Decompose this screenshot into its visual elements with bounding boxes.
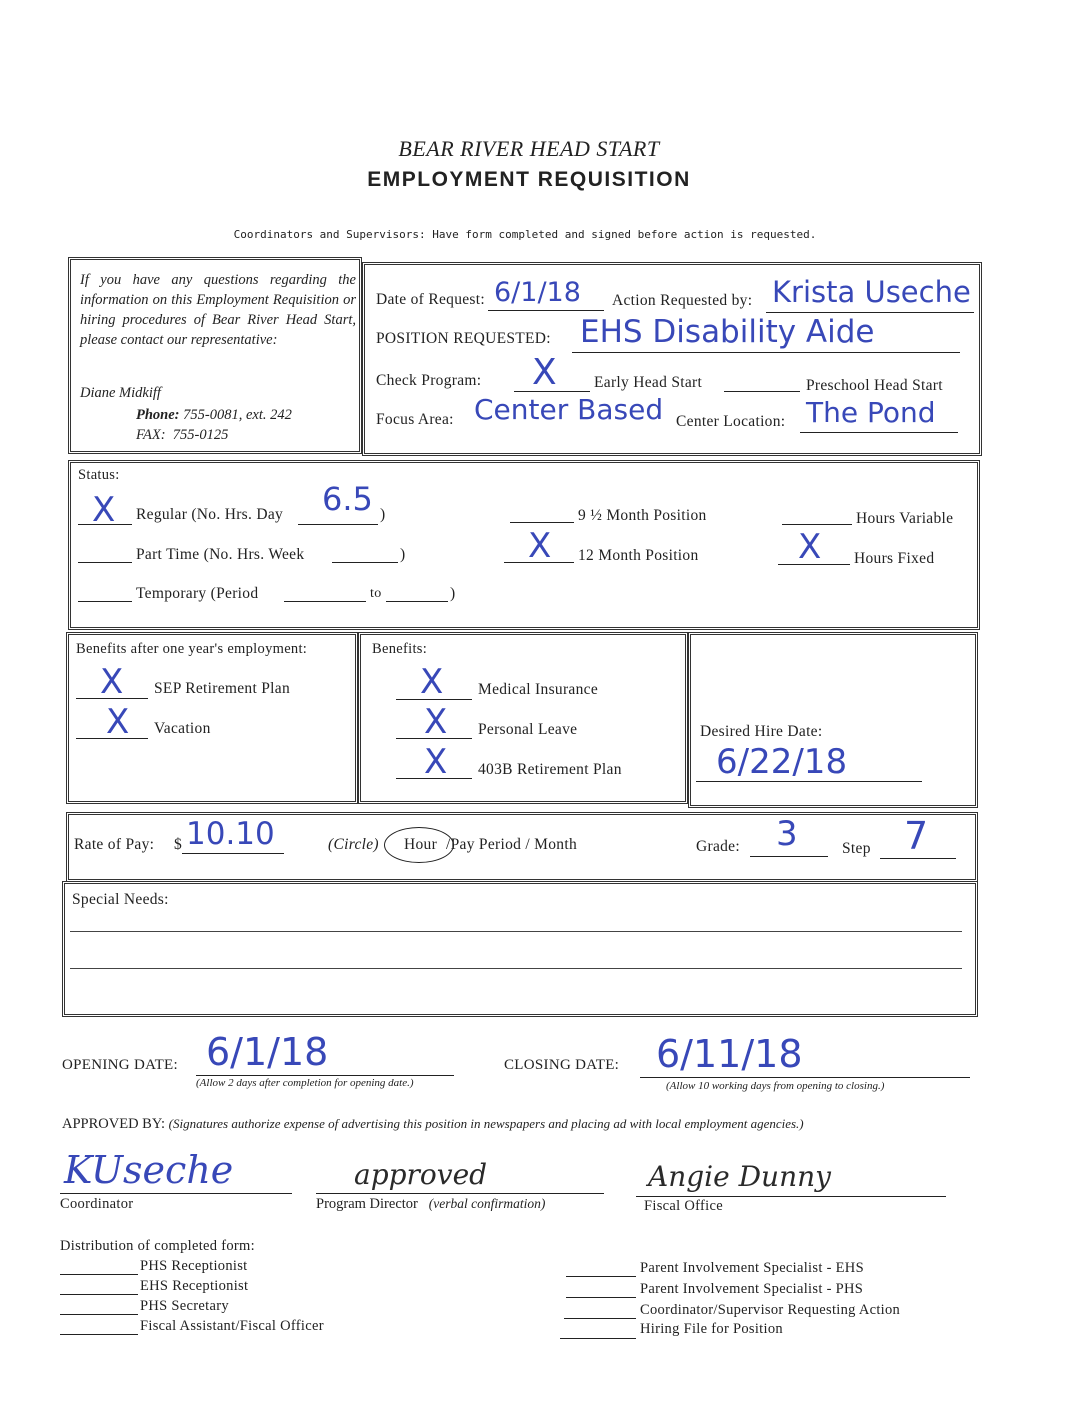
org-name: BEAR RIVER HEAD START (398, 136, 660, 161)
director-signature: approved (354, 1158, 488, 1191)
fiscal-signature: Angie Dunny (648, 1160, 831, 1193)
hours-variable-line (782, 524, 852, 525)
retirement-label: 403B Retirement Plan (478, 761, 622, 778)
hour-label: Hour (404, 836, 438, 853)
parttime-line (78, 562, 132, 563)
step-label: Step (842, 840, 871, 857)
position-requested-label: POSITION REQUESTED: (376, 330, 551, 347)
fiscal-label: Fiscal Office (644, 1198, 723, 1214)
instruction-text: Coordinators and Supervisors: Have form completed and signed before action is requested. (233, 228, 817, 241)
status-box (68, 460, 980, 630)
coordinator-line (60, 1193, 292, 1194)
grade-value: 3 (776, 814, 798, 854)
rate-value: 10.10 (186, 816, 275, 852)
parttime-label: Part Time (No. Hrs. Week (136, 546, 305, 563)
action-requested-label: Action Requested by: (612, 292, 753, 309)
check-program-label: Check Program: (376, 372, 482, 389)
twelve-month-label: 12 Month Position (578, 547, 699, 564)
temporary-close-paren: ) (450, 585, 456, 602)
parttime-hours-line (332, 562, 398, 563)
regular-label: Regular (No. Hrs. Day (136, 506, 284, 523)
opening-date-line (196, 1075, 454, 1076)
special-needs-box (62, 881, 978, 1017)
dist-right-line-2 (564, 1318, 636, 1319)
temporary-to-label: to (370, 586, 382, 601)
hire-date-value: 6/22/18 (716, 742, 848, 782)
focus-area-value: Center Based (474, 393, 664, 426)
director-label: Program Director (316, 1196, 418, 1212)
special-needs-line-2 (70, 968, 962, 969)
center-location-line (800, 432, 958, 433)
center-location-label: Center Location: (676, 413, 786, 430)
director-line (316, 1193, 604, 1194)
contact-fax (136, 427, 228, 444)
dist-left-line-2 (60, 1314, 138, 1315)
regular-mark: X (92, 490, 116, 530)
closing-date-line (640, 1077, 970, 1078)
contact-text: If you have any questions regarding the information on this Employment Requisition or hiring procedures of Bear River Head Start, please contact our representative: (80, 272, 356, 348)
dist-left-line-0 (60, 1274, 138, 1275)
dist-left-line-3 (60, 1334, 138, 1335)
nine-month-label: 9 ½ Month Position (578, 507, 707, 524)
temporary-from-line (284, 601, 366, 602)
contact-name: Diane Midkiff (80, 385, 161, 401)
parttime-close-paren: ) (400, 546, 406, 563)
personal-mark: X (424, 702, 448, 742)
action-requested-line (766, 312, 974, 313)
closing-date-value: 6/11/18 (656, 1032, 803, 1076)
sep-label: SEP Retirement Plan (154, 680, 291, 697)
date-of-request-label: Date of Request: (376, 291, 485, 308)
fax-value: 755-0125 (172, 427, 229, 443)
retirement-mark: X (424, 742, 448, 782)
form-title: EMPLOYMENT REQUISITION (367, 168, 691, 191)
medical-label: Medical Insurance (478, 681, 599, 698)
opening-date-value: 6/1/18 (206, 1030, 329, 1074)
twelve-month-mark: X (528, 526, 552, 566)
center-location-value: The Pond (806, 396, 936, 429)
regular-close-paren: ) (380, 506, 386, 523)
special-needs-line-1 (70, 931, 962, 932)
fax-label: FAX: (136, 427, 166, 443)
vacation-mark: X (106, 702, 130, 742)
temporary-label: Temporary (Period (136, 585, 259, 602)
vacation-label: Vacation (154, 720, 211, 737)
nine-month-line (510, 522, 574, 523)
regular-hours-line (298, 524, 378, 525)
preschool-head-start-label: Preschool Head Start (806, 377, 943, 394)
position-requested-line (572, 352, 960, 353)
circle-label: (Circle) (328, 836, 379, 853)
date-of-request-value: 6/1/18 (494, 277, 581, 308)
phone-value: 755-0081, ext. 242 (183, 407, 292, 423)
dist-right-line-1 (566, 1297, 636, 1298)
personal-label: Personal Leave (478, 721, 578, 738)
pay-period-label: /Pay Period / Month (446, 836, 577, 853)
dist-right-item-0: Parent Involvement Specialist - EHS (640, 1260, 864, 1276)
focus-area-label: Focus Area: (376, 411, 454, 428)
dist-right-line-0 (566, 1276, 636, 1277)
special-needs-label: Special Needs: (72, 891, 169, 908)
dist-left-line-1 (60, 1294, 138, 1295)
fiscal-line (636, 1196, 946, 1197)
hours-fixed-label: Hours Fixed (854, 550, 935, 567)
phone-label: Phone: (136, 407, 180, 423)
dist-left-item-1: EHS Receptionist (140, 1278, 249, 1294)
grade-label: Grade: (696, 838, 740, 855)
dist-right-line-3 (560, 1338, 636, 1339)
status-label: Status: (78, 467, 120, 483)
step-value: 7 (904, 814, 929, 858)
medical-mark: X (420, 662, 444, 702)
director-label-row (316, 1196, 545, 1213)
dist-left-item-3: Fiscal Assistant/Fiscal Officer (140, 1318, 324, 1334)
rate-line (182, 853, 284, 854)
opening-date-note: (Allow 2 days after completion for opening date.) (196, 1077, 414, 1089)
temporary-to-line (386, 601, 448, 602)
dist-left-item-0: PHS Receptionist (140, 1258, 248, 1274)
dist-left-item-2: PHS Secretary (140, 1298, 229, 1314)
action-requested-value: Krista Useche (772, 275, 971, 309)
director-note: (verbal confirmation) (428, 1196, 546, 1211)
date-of-request-line (488, 310, 604, 311)
regular-hours-value: 6.5 (322, 480, 373, 518)
dist-right-item-1: Parent Involvement Specialist - PHS (640, 1281, 864, 1297)
early-head-start-label: Early Head Start (594, 374, 703, 391)
step-line (880, 858, 956, 859)
preschool-line (724, 391, 800, 392)
position-requested-value: EHS Disability Aide (580, 314, 875, 350)
hire-date-label: Desired Hire Date: (700, 723, 823, 740)
benefits-after-label: Benefits after one year's employment: (76, 641, 308, 657)
coordinator-label: Coordinator (60, 1196, 134, 1212)
temporary-line (78, 601, 132, 602)
early-head-start-mark: X (532, 352, 557, 393)
hours-variable-label: Hours Variable (856, 510, 954, 527)
rate-currency: $ (174, 836, 183, 853)
opening-date-label: OPENING DATE: (62, 1057, 178, 1073)
approved-by-label: APPROVED BY: (62, 1116, 166, 1132)
approved-by (62, 1116, 804, 1133)
grade-line (750, 856, 828, 857)
dist-right-item-2: Coordinator/Supervisor Requesting Action (640, 1302, 901, 1318)
closing-date-label: CLOSING DATE: (504, 1057, 620, 1073)
dist-right-item-3: Hiring File for Position (640, 1321, 783, 1337)
rate-of-pay-label: Rate of Pay: (74, 836, 155, 853)
approved-by-note: (Signatures authorize expense of advertising this position in newspapers and placing ad with local employment agencies.) (168, 1116, 804, 1131)
contact-phone (136, 407, 292, 424)
coordinator-signature: KUseche (64, 1148, 234, 1192)
benefits-label: Benefits: (372, 641, 428, 657)
distribution-label: Distribution of completed form: (60, 1238, 255, 1254)
closing-date-note: (Allow 10 working days from opening to closing.) (666, 1080, 885, 1092)
sep-mark: X (100, 662, 124, 702)
hours-fixed-mark: X (798, 527, 822, 567)
